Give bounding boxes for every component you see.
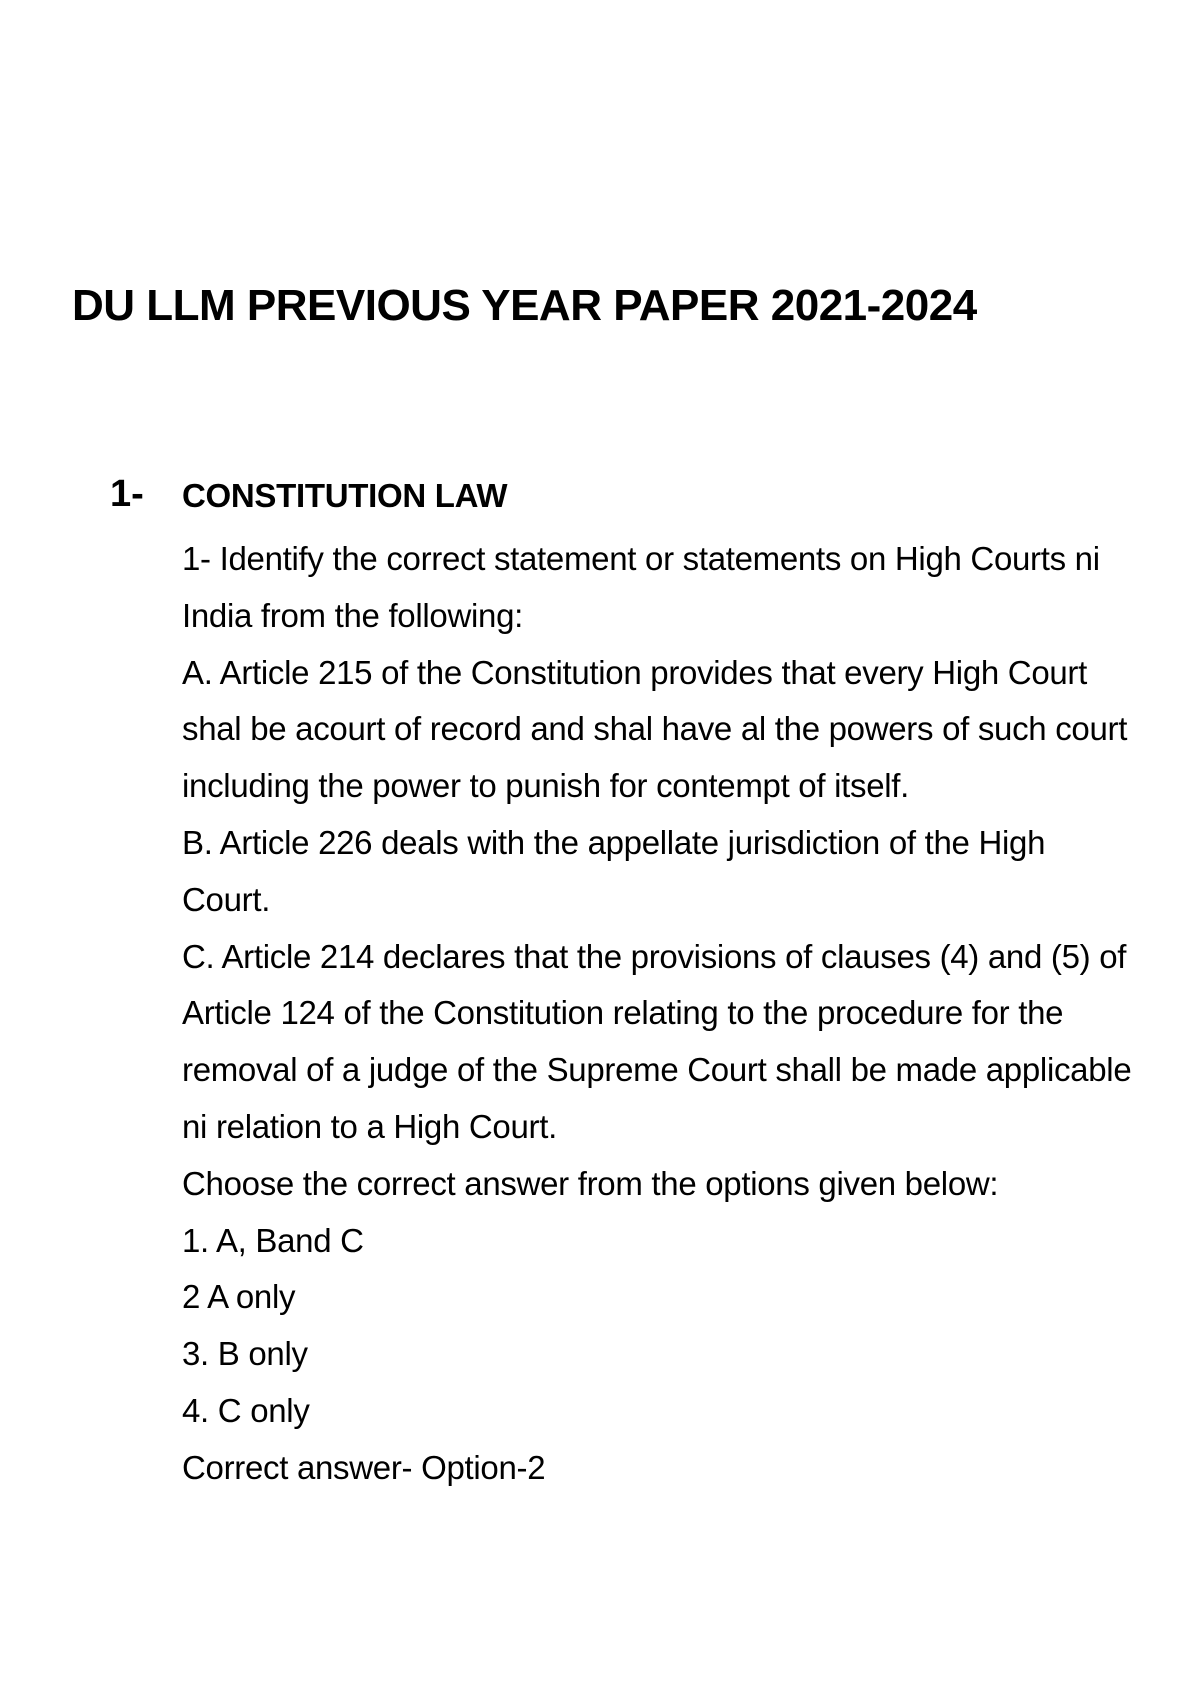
section-number: 1- (110, 473, 144, 515)
option-3: 3. B only (182, 1335, 308, 1373)
statement-a: A. Article 215 of the Constitution provides that every High Court shal be acourt of record and shal have al the powers of such court including the power to punish for contempt of itself. (182, 653, 1128, 805)
option-1: 1. A, Band C (182, 1221, 364, 1259)
correct-answer: Correct answer- Option-2 (182, 1448, 546, 1486)
statement-b: B. Article 226 deals with the appellate jurisdiction of the High Court. (182, 823, 1046, 918)
section-heading: CONSTITUTION LAW (182, 477, 508, 514)
options-list (182, 1213, 1142, 1440)
question-block (182, 531, 1142, 1497)
question-stem: 1- Identify the correct statement or statements on High Courts ni India from the following: (182, 540, 1100, 634)
statement-c: C. Article 214 declares that the provisions of clauses (4) and (5) of Article 124 of the Constitution relating to the procedure for the removal of a judge of the Supreme Court shall be made applicable ni relation to a High Court. (182, 937, 1132, 1145)
option-4: 4. C only (182, 1391, 310, 1429)
document-title: DU LLM PREVIOUS YEAR PAPER 2021-2024 (72, 281, 977, 330)
option-2: 2 A only (182, 1278, 296, 1316)
question-instruction: Choose the correct answer from the options given below: (182, 1164, 999, 1202)
